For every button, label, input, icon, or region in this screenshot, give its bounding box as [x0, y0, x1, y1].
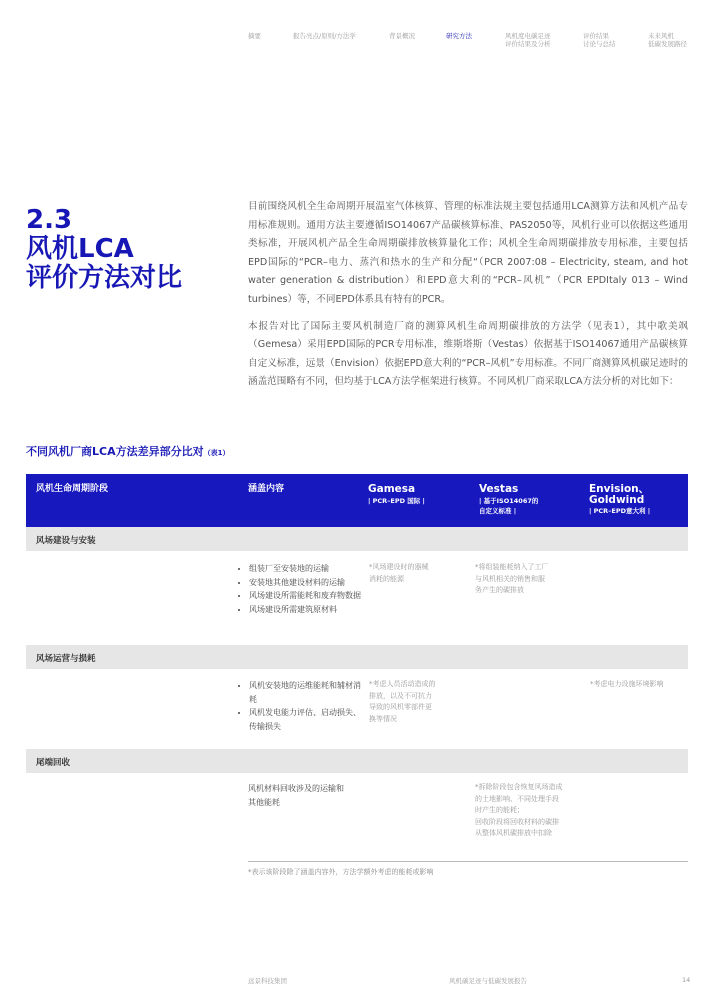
scope-cell-operation [237, 679, 362, 733]
header-envision-sub: | PCR–EPD意大利 | [589, 507, 651, 515]
header-envision [589, 484, 650, 516]
header-gamesa-name: Gamesa [368, 483, 416, 495]
table-bottom-divider [248, 861, 688, 862]
section-band-construction [26, 527, 688, 551]
vestas-note-construction: *将组装能耗纳入了工厂 与风机相关的销售和服 务产生的碳排放 [475, 563, 549, 594]
header-gamesa [368, 484, 425, 506]
gamesa-note-operation: *考虑人员活动造成的 排放，以及不可抗力 导致的风机零部件更 换等情况 [369, 680, 436, 723]
scope-cell-construction [237, 562, 362, 616]
section-band-operation [26, 645, 688, 669]
nav-item-abstract[interactable]: 摘要 [248, 32, 261, 40]
vestas-note-recycling: *拆除阶段包含恢复风场造成 的土地影响、不同处理手段 时产生的能耗； 回收阶段将回收材料的碳排 从整体风机碳排放中扣除 [475, 783, 563, 837]
footer-report-title: 风机碳足迹与低碳发展报告 [449, 977, 527, 985]
list-item: • 风机发电能力评估、启动损失、传输损失 [249, 706, 362, 733]
table-header [26, 474, 688, 528]
intro-text [248, 198, 688, 400]
list-item: • 安装地其他建设材料的运输 [249, 576, 362, 590]
footer-company: 远景科技集团 [248, 977, 287, 985]
section-number: 2.3 [26, 205, 73, 235]
scope-list [237, 679, 362, 733]
envision-note-operation: *考虑电力设施环境影响 [590, 680, 664, 688]
header-vestas-name: Vestas [479, 483, 519, 495]
top-nav [0, 32, 710, 56]
section-heading [26, 206, 182, 293]
scope-cell-recycling: 风机材料回收涉及的运输和 其他能耗 [248, 784, 344, 807]
page-number: 14 [682, 976, 691, 984]
header-envision-name1: Envision、 [589, 483, 650, 495]
header-scope: 涵盖内容 [248, 484, 285, 494]
header-vestas-sub1: | 基于ISO14067的 [479, 497, 539, 505]
table-footnote: *表示该阶段除了涵盖内容外，方法学额外考虑的能耗或影响 [248, 868, 434, 876]
section-band-label: 尾端回收 [36, 758, 71, 768]
section-band-recycling [26, 749, 688, 773]
nav-item-future[interactable]: 未来风机 低碳发展路径 [648, 32, 687, 48]
nav-item-results[interactable]: 风机度电碳足迹 评价结果及分析 [505, 32, 551, 48]
list-item: • 风机安装地的运维能耗和辅材消耗 [249, 679, 362, 706]
table-title-text: 不同风机厂商LCA方法差异部分比对 [26, 445, 204, 458]
section-band-label: 风场运营与损耗 [36, 654, 96, 664]
header-vestas-sub2: 自定义标准 | [479, 507, 517, 515]
list-item: • 风场建设所需建筑原材料 [249, 603, 362, 617]
gamesa-note-construction: *风场建设时的器械 消耗的能源 [369, 563, 429, 583]
table-title [26, 443, 229, 459]
nav-item-highlights[interactable]: 报告亮点/原则/方法学 [293, 32, 356, 40]
nav-item-background[interactable]: 背景概况 [389, 32, 415, 40]
nav-item-methodology[interactable]: 研究方法 [446, 32, 472, 40]
table-title-note: （表1） [203, 449, 230, 457]
header-envision-name2: Goldwind [589, 494, 645, 506]
header-gamesa-sub: | PCR–EPD 国际 | [368, 497, 425, 505]
intro-paragraph-1: 目前围绕风机全生命周期开展温室气体核算、管理的标准法规主要包括通用LCA测算方法和风机产品专用标准规则。通用方法主要遵循ISO14067产品碳核算标准、PAS2050等，风机行业可以依据这些通用类标准，开展风机产品全生命周期碳排放核算量化工作；风机全生命周期碳排放专用标准，主要包括EPD国际的“PCR–电力、蒸汽和热水的生产和分配“（PCR 2007:08 – Electricity, steam, and hot water generation & distribution）和EPD意大利的“PCR–风机”（PCR EPDItaly 013 – Wind turbines）等，不同EPD体系具有特有的PCR。 [248, 201, 688, 305]
section-title-line2: 评价方法对比 [26, 263, 183, 293]
nav-item-discussion[interactable]: 评价结果 讨论与总结 [583, 32, 616, 48]
intro-paragraph-2: 本报告对比了国际主要风机制造厂商的测算风机生命周期碳排放的方法学（见表1），其中歌美飒（Gemesa）采用EPD国际的PCR专用标准，维斯塔斯（Vestas）依据基于ISO14067通用产品碳核算自定义标准，远景（Envision）依据EPD意大利的“PCR–风机”专用标准。不同厂商测算风机碳足迹时的涵盖范围略有不同，但均基于LCA方法学框架进行核算。不同风机厂商采取LCA方法分析的对比如下： [248, 320, 688, 388]
section-title-line1: 风机LCA [26, 234, 134, 264]
list-item: • 风场建设所需能耗和废弃物数据 [249, 589, 362, 603]
section-band-label: 风场建设与安装 [36, 536, 96, 546]
list-item: • 组装厂至安装地的运输 [249, 562, 362, 576]
scope-list [237, 562, 362, 616]
header-vestas [479, 484, 538, 516]
header-stage: 风机生命周期阶段 [36, 484, 109, 494]
